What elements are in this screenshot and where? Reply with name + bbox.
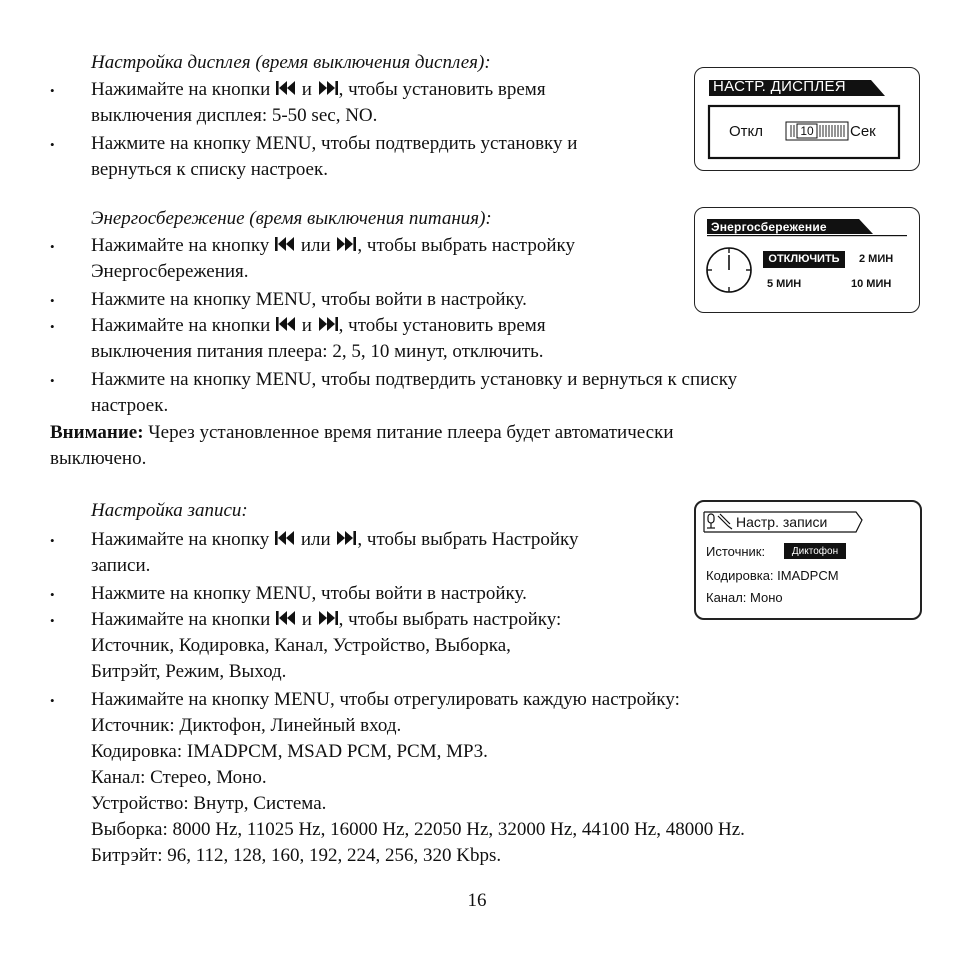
display-bullet-2-cont: вернуться к списку настроек.	[91, 159, 328, 180]
bullet-marker: •	[50, 613, 55, 628]
text: или	[300, 235, 331, 256]
source-label: Источник:	[706, 544, 766, 559]
skip-back-icon	[275, 530, 295, 546]
record-option-samplerate: Выборка: 8000 Hz, 11025 Hz, 16000 Hz, 22050 Hz, 32000 Hz, 44100 Hz, 48000 Hz.	[91, 819, 745, 840]
page-number: 16	[467, 890, 487, 911]
text: Нажимайте на кнопку	[91, 235, 275, 256]
power-bullet-4-cont: настроек.	[91, 395, 169, 416]
power-bullet-3-cont: выключения питания плеера: 2, 5, 10 минут, отключить.	[91, 341, 544, 362]
source-value-selected: Диктофон	[791, 546, 839, 557]
bullet-marker: •	[50, 693, 55, 708]
power-saving-screen	[694, 207, 920, 313]
screen-unit-label: Сек	[850, 123, 876, 140]
record-bullet-4: Нажимайте на кнопку MENU, чтобы отрегулировать каждую настройку:	[91, 689, 680, 710]
text: Нажимайте на кнопки	[91, 609, 275, 630]
power-section-heading: Энергосбережение (время выключения питания):	[91, 208, 492, 229]
bullet-marker: •	[50, 83, 55, 98]
skip-back-icon	[275, 236, 295, 252]
skip-forward-icon	[336, 236, 356, 252]
power-note-cont: выключено.	[50, 448, 147, 469]
note-label: Внимание:	[50, 422, 144, 443]
option-off-selected: ОТКЛЮЧИТЬ	[768, 253, 840, 265]
screen-title: НАСТР. ДИСПЛЕЯ	[713, 78, 846, 95]
text: , чтобы выбрать настройку:	[338, 609, 562, 630]
bullet-marker: •	[50, 373, 55, 388]
text: и	[301, 315, 312, 336]
power-bullet-1-cont: Энергосбережения.	[91, 261, 249, 282]
record-section-heading: Настройка записи:	[91, 500, 248, 521]
microphone-icon	[706, 513, 736, 531]
skip-forward-icon	[318, 316, 338, 332]
record-option-channel: Канал: Стерео, Моно.	[91, 767, 267, 788]
power-note	[50, 422, 674, 444]
display-bullet-2: Нажмите на кнопку MENU, чтобы подтвердить установку и	[91, 133, 578, 154]
option-10min: 10 МИН	[851, 278, 892, 290]
screen-title: Настр. записи	[736, 514, 828, 530]
bullet-marker: •	[50, 293, 55, 308]
screen-off-label: Откл	[729, 123, 764, 140]
text: или	[300, 529, 331, 550]
bullet-marker: •	[50, 587, 55, 602]
screen-title: Энергосбережение	[711, 220, 827, 234]
skip-forward-icon	[318, 610, 338, 626]
text: Нажимайте на кнопки	[91, 79, 275, 100]
display-section-heading: Настройка дисплея (время выключения дисплея):	[91, 52, 491, 73]
power-bullet-1	[91, 235, 575, 257]
bullet-marker: •	[50, 533, 55, 548]
text: и	[301, 609, 312, 630]
record-bullet-1-cont: записи.	[91, 555, 151, 576]
skip-back-icon	[276, 610, 296, 626]
text: , чтобы выбрать настройку	[357, 235, 575, 256]
skip-forward-icon	[336, 530, 356, 546]
codec-line: Кодировка: IMADPCM	[706, 568, 839, 583]
bullet-marker: •	[50, 137, 55, 152]
text: , чтобы выбрать Настройку	[357, 529, 579, 550]
record-option-source: Источник: Диктофон, Линейный вход.	[91, 715, 402, 736]
skip-back-icon	[276, 316, 296, 332]
text: Нажимайте на кнопку	[91, 529, 275, 550]
option-5min: 5 МИН	[767, 278, 802, 290]
record-bullet-3	[91, 609, 561, 631]
display-settings-screen	[694, 67, 920, 171]
record-bullet-3-cont: Источник, Кодировка, Канал, Устройство, Выборка,	[91, 635, 511, 656]
power-bullet-4: Нажмите на кнопку MENU, чтобы подтвердить установку и вернуться к списку	[91, 369, 738, 390]
record-settings-screen	[694, 500, 922, 620]
bullet-marker: •	[50, 239, 55, 254]
display-bullet-1-cont: выключения дисплея: 5-50 sec, NO.	[91, 105, 378, 126]
skip-back-icon	[276, 80, 296, 96]
display-bullet-1	[91, 79, 546, 101]
note-text: Через установленное время питание плеера будет автоматически	[143, 422, 674, 443]
record-option-codec: Кодировка: IMADPCM, MSAD PCM, PCM, MP3.	[91, 741, 488, 762]
record-bullet-1	[91, 529, 579, 551]
power-bullet-3	[91, 315, 546, 337]
text: Нажимайте на кнопки	[91, 315, 275, 336]
channel-line: Канал: Моно	[706, 590, 783, 605]
text: и	[301, 79, 312, 100]
record-option-bitrate: Битрэйт: 96, 112, 128, 160, 192, 224, 256, 320 Kbps.	[91, 845, 502, 866]
bullet-marker: •	[50, 319, 55, 334]
record-option-device: Устройство: Внутр, Система.	[91, 793, 327, 814]
record-bullet-2: Нажмите на кнопку MENU, чтобы войти в настройку.	[91, 583, 527, 604]
text: , чтобы установить время	[338, 315, 546, 336]
screen-timeout-value: 10	[800, 124, 814, 138]
text: , чтобы установить время	[338, 79, 546, 100]
option-2min: 2 МИН	[859, 253, 894, 265]
skip-forward-icon	[318, 80, 338, 96]
record-bullet-3-cont: Битрэйт, Режим, Выход.	[91, 661, 287, 682]
power-bullet-2: Нажмите на кнопку MENU, чтобы войти в настройку.	[91, 289, 527, 310]
